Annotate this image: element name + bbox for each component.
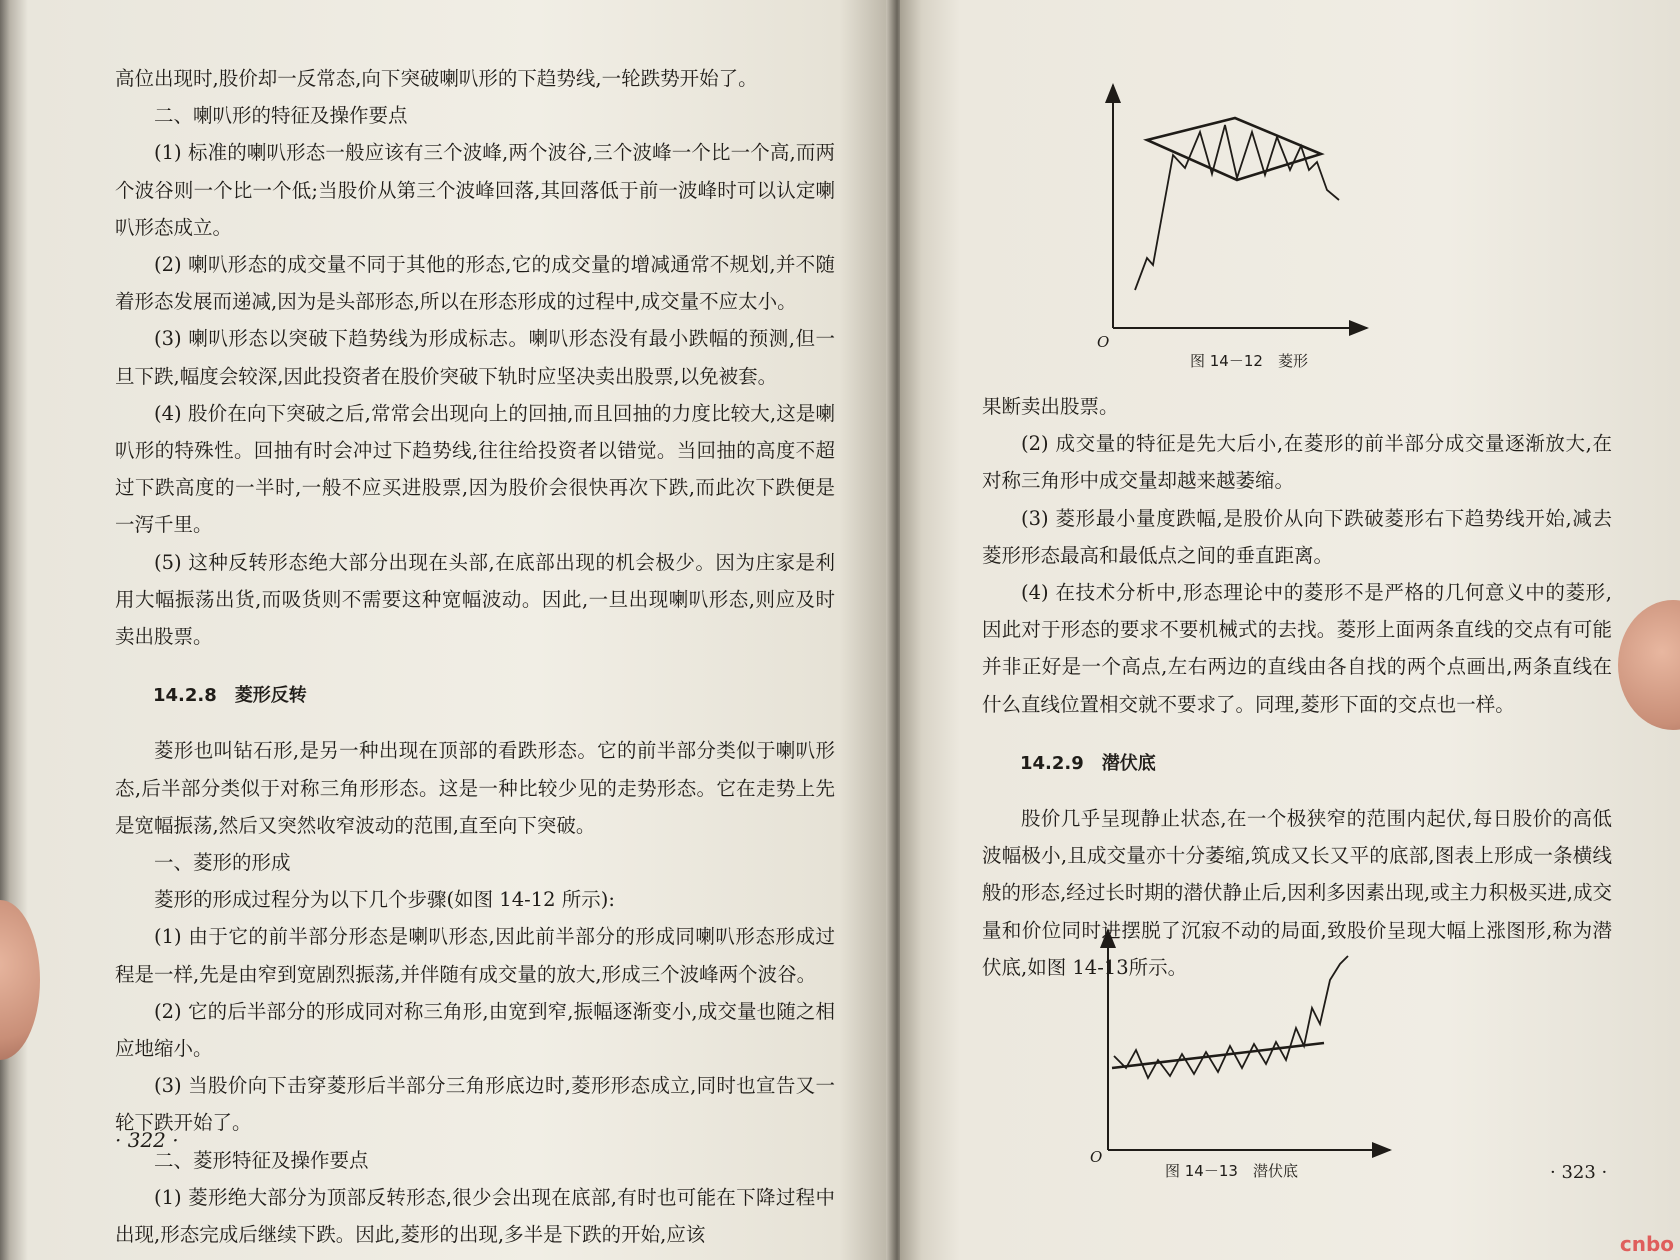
paragraph: (4) 股价在向下突破之后,常常会出现向上的回抽,而且回抽的力度比较大,这是喇叭形的特殊性。回抽有时会冲过下趋势线,往往给投资者以错觉。当回抽的高度不超过下跌高度的一半时,一般不应买进股票,因为股价会很快再次下跌,而此次下跌便是一泻千里。 — [115, 401, 835, 537]
paragraph: (2) 喇叭形态的成交量不同于其他的形态,它的成交量的增减通常不规划,并不随着形态发展而递减,因为是头部形态,所以在形态形成的过程中,成交量不应太小。 — [115, 253, 835, 314]
paragraph: (5) 这种反转形态绝大部分出现在头部,在底部出现的机会极少。因为庄家是利用大幅振荡出货,而吸货则不需要这种宽幅波动。因此,一旦出现喇叭形态,则应及时卖出股票。 — [115, 550, 835, 649]
rhombus-outline — [1147, 118, 1321, 180]
figure-1-origin-label: O — [1097, 333, 1110, 351]
paragraph: 高位出现时,股价却一反常态,向下突破喇叭形的下趋势线,一轮跌势开始了。 — [115, 67, 758, 90]
paragraph: 二、菱形特征及操作要点 — [154, 1148, 369, 1172]
paragraph: (3) 当股价向下击穿菱形后半部分三角形底边时,菱形形态成立,同时也宣告又一轮下跌开始了。 — [115, 1074, 835, 1135]
paragraph: (3) 菱形最小量度跌幅,是股价从向下跌破菱形右下趋势线开始,减去菱形形态最高和最低点之间的垂直距离。 — [982, 506, 1612, 567]
paragraph: (2) 它的后半部分的形成同对称三角形,由宽到窄,振幅逐渐变小,成交量也随之相应地缩小。 — [115, 999, 835, 1061]
right-page — [900, 0, 1680, 1260]
latent-bottom-line — [1112, 1043, 1324, 1068]
figure-rhombus-chart — [1095, 80, 1395, 350]
watermark: cnbo — [1619, 1232, 1674, 1256]
paragraph: (1) 标准的喇叭形态一般应该有三个波峰,两个波谷,三个波峰一个比一个高,而两个波谷则一个比一个低;当股价从第三个波峰回落,其回落低于前一波峰时可以认定喇叭形态成立。 — [115, 141, 835, 239]
right-paragraphs-mid — [982, 388, 1612, 723]
page-number-right: · 323 · — [1550, 1162, 1608, 1183]
section-heading-rhombus: 14.2.8 菱形反转 — [153, 685, 307, 707]
left-text-column — [115, 60, 835, 1253]
section-heading-latent-bottom: 14.2.9 潜伏底 — [1020, 752, 1156, 774]
left-paragraphs-after — [115, 732, 835, 1253]
page-number-left: · 322 · — [115, 1128, 179, 1152]
figure-caption-14-12: 图 14－12 菱形 — [1190, 352, 1308, 370]
figure-2-origin-label: O — [1090, 1148, 1103, 1166]
thumb-right — [1618, 600, 1680, 730]
figure-caption-14-13: 图 14－13 潜伏底 — [1165, 1162, 1298, 1180]
paragraph: 一、菱形的形成 — [154, 851, 291, 875]
paragraph: (1) 菱形绝大部分为顶部反转形态,很少会出现在底部,有时也可能在下降过程中出现,形态完成后继续下跌。因此,菱形的出现,多半是下跌的开始,应该 — [115, 1185, 835, 1247]
paragraph: 菱形的形成过程分为以下几个步骤(如图 14-12 所示): — [154, 888, 615, 912]
left-paragraphs-before — [115, 60, 835, 655]
paragraph: 果断卖出股票。 — [982, 395, 1119, 418]
paragraph: (1) 由于它的前半部分形态是喇叭形态,因此前半部分的形成同喇叭形态形成过程是一样,先是由窄到宽剧烈振荡,并伴随有成交量的放大,形成三个波峰两个波谷。 — [115, 925, 835, 986]
right-text-column — [982, 388, 1612, 986]
paragraph: (2) 成交量的特征是先大后小,在菱形的前半部分成交量逐渐放大,在对称三角形中成交量却越来越萎缩。 — [982, 432, 1612, 493]
price-line — [1114, 956, 1348, 1078]
paragraph: 二、喇叭形的特征及操作要点 — [154, 104, 408, 128]
paragraph: 菱形也叫钻石形,是另一种出现在顶部的看跌形态。它的前半部分类似于喇叭形态,后半部分类似于对称三角形形态。这是一种比较少见的走势形态。它在走势上先是宽幅振荡,然后又突然收窄波动的范围,直至向下突破。 — [115, 739, 835, 837]
figure-latent-bottom-chart — [1090, 928, 1410, 1158]
paragraph: (4) 在技术分析中,形态理论中的菱形不是严格的几何意义中的菱形,因此对于形态的要求不要机械式的去找。菱形上面两条直线的交点有可能并非正好是一个高点,左右两边的直线由各自找的两个点画出,两条直线在什么直线位置相交就不要求了。同理,菱形下面的交点也一样。 — [982, 581, 1612, 716]
paragraph: 股价几乎呈现静止状态,在一个极狭窄的范围内起伏,每日股价的高低波幅极小,且成交量亦十分萎缩,筑成又长又平的底部,图表上形成一条横线般的形态,经过长时期的潜伏静止后,因利多因素出现,或主力积极买进,成交量和价位同时进摆脱了沉寂不动的局面,致股价呈现大幅上涨图形,称为潜伏底,如图 14-13所示。 — [982, 807, 1612, 979]
paragraph: (3) 喇叭形态以突破下趋势线为形成标志。喇叭形态没有最小跌幅的预测,但一旦下跌,幅度会较深,因此投资者在股价突破下轨时应坚决卖出股票,以免被套。 — [115, 327, 835, 388]
